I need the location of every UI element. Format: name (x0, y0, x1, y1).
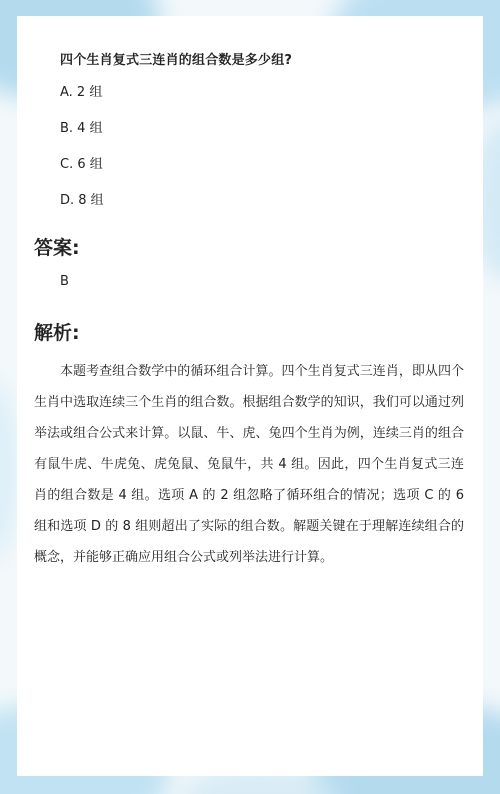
question-text: 四个生肖复式三连肖的组合数是多少组? (60, 53, 293, 68)
option-d: D. 8 组 (60, 193, 104, 208)
option-list (60, 83, 104, 227)
answer-heading: 答案: (34, 237, 80, 259)
option-a: A. 2 组 (60, 85, 103, 100)
analysis-paragraph: 本题考查组合数学中的循环组合计算。四个生肖复式三连肖，即从四个生肖中选取连续三个生肖的组合数。根据组合数学的知识，我们可以通过列举法或组合公式来计算。以鼠、牛、虎、兔四个生肖为例，连续三肖的组合有鼠牛虎、牛虎兔、虎兔鼠、兔鼠牛，共 4 组。因此，四个生肖复式三连肖的组合数是 4 组。选项 A 的 2 组忽略了循环组合的情况；选项 C 的 6 组和选项 D 的 8 组则超出了实际的组合数。解题关键在于理解连续组合的概念，并能够正确应用组合公式或列举法进行计算。 (34, 364, 464, 565)
option-b: B. 4 组 (60, 121, 103, 136)
option-c: C. 6 组 (60, 157, 103, 172)
answer-value: B (60, 274, 69, 289)
document-page (17, 16, 483, 776)
analysis-heading: 解析: (34, 322, 80, 344)
